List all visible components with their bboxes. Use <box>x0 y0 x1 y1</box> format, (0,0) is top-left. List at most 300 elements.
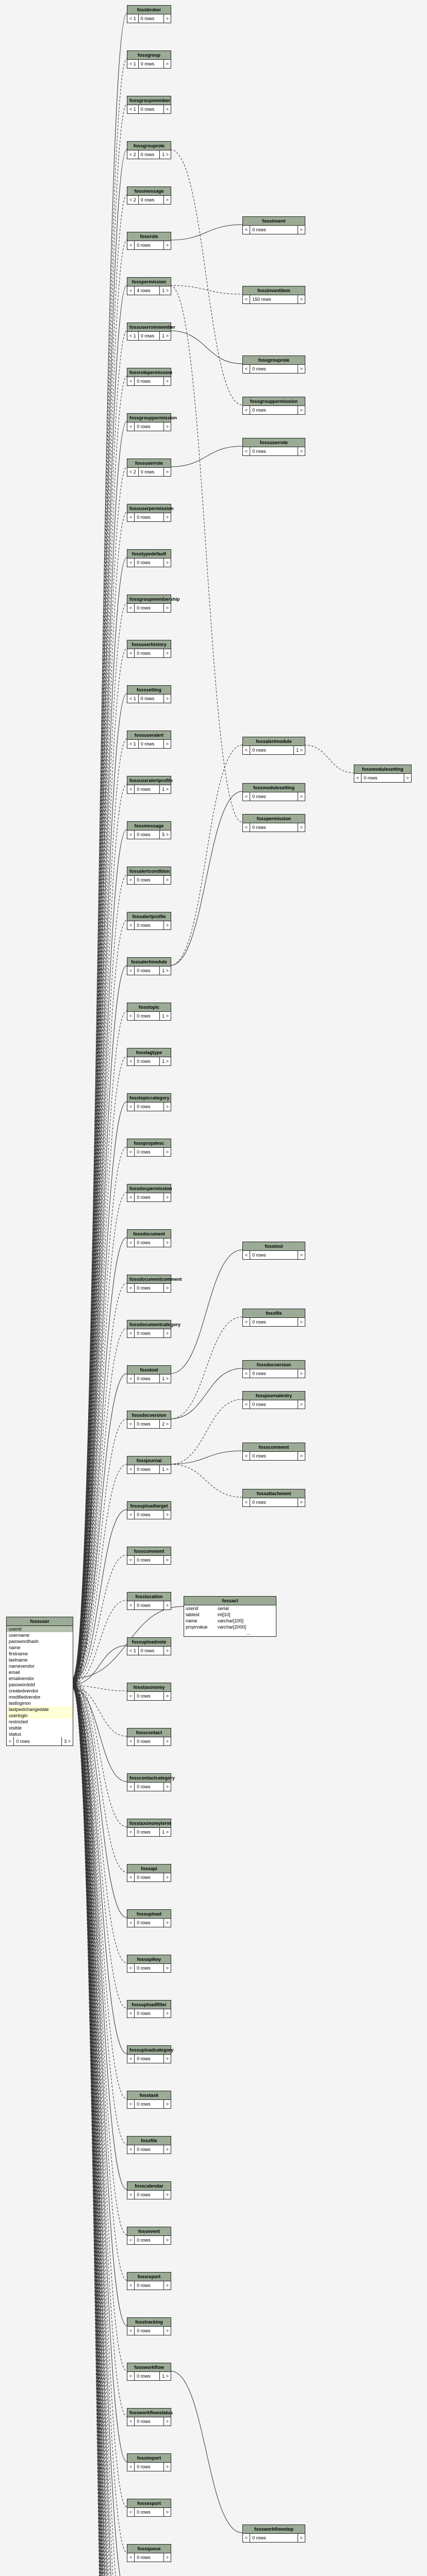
right-entity-10-table[interactable] <box>242 1360 305 1378</box>
detail-cell: name <box>186 1618 198 1623</box>
entity-40-table[interactable] <box>127 1819 171 1837</box>
entity-47-table[interactable] <box>127 2136 171 2154</box>
parent-count: < <box>129 787 133 792</box>
parent-count: < <box>129 2328 133 2333</box>
relationship-line <box>72 240 127 1684</box>
row-count: 0 rows <box>134 1873 163 1882</box>
table-footer <box>127 1465 171 1473</box>
entity-56-table[interactable] <box>127 2544 171 2562</box>
entity-8-table[interactable] <box>127 368 171 386</box>
table-footer <box>127 105 171 113</box>
child-count: > <box>166 2238 169 2243</box>
parent-count: < <box>129 1784 133 1789</box>
row-count: 0 rows <box>250 1369 298 1378</box>
table-footer <box>127 286 171 295</box>
child-count: > <box>166 2555 169 2560</box>
child-count: 1 > <box>162 1059 169 1064</box>
entity-3-table[interactable] <box>127 141 171 159</box>
parent-count: < <box>245 825 248 830</box>
table-footer <box>127 2145 171 2154</box>
table-title: fossuseralert <box>127 731 171 740</box>
row-count: 0 rows <box>134 422 163 431</box>
relationship-line <box>170 1399 242 1464</box>
child-count: > <box>166 741 169 747</box>
table-footer <box>127 785 171 793</box>
row-count: 0 rows <box>134 2553 163 2562</box>
table-title: fossmodulesetting <box>243 784 305 792</box>
entity-32-table[interactable] <box>127 1456 171 1474</box>
table-title: fossworkflow <box>127 2363 171 2372</box>
row-count: 0 rows <box>134 2191 163 2199</box>
relationship-line <box>72 1688 127 2235</box>
parent-count: < <box>129 2374 133 2379</box>
child-count: > <box>166 2056 169 2061</box>
parent-count: < <box>129 923 133 928</box>
row-count: 0 rows <box>134 2281 163 2290</box>
column-row: userid <box>7 1626 73 1632</box>
parent-count: < <box>245 1500 248 1505</box>
relationship-line <box>72 1679 127 2576</box>
child-count: > <box>166 1648 169 1653</box>
parent-count: < <box>245 408 248 413</box>
entity-14-table[interactable] <box>127 640 171 658</box>
right-entity-3-table[interactable] <box>242 397 305 415</box>
right-entity-13-table[interactable] <box>242 1489 305 1507</box>
table-title: fosstopic <box>127 1003 171 1012</box>
parent-count: < 2 <box>129 152 136 157</box>
row-count: 0 rows <box>134 1193 163 1201</box>
child-count: > <box>166 1195 169 1200</box>
row-count: 0 rows <box>138 1647 164 1655</box>
table-footer <box>127 1012 171 1020</box>
row-count: 150 rows <box>250 295 298 303</box>
table-footer <box>127 694 171 703</box>
table-title: fosstagtype <box>127 1048 171 1057</box>
table-title: fossdocversion <box>243 1361 305 1369</box>
table-title: fossalertprofile <box>127 912 171 921</box>
table-title: fossgroup <box>127 51 171 60</box>
child-count: > <box>300 449 303 454</box>
child-count: 1 > <box>162 152 169 157</box>
row-count: 0 rows <box>134 2372 160 2380</box>
child-count: > <box>166 2102 169 2107</box>
far-right-entity-table[interactable] <box>354 765 412 783</box>
table-footer <box>127 2055 171 2063</box>
entity-17-table[interactable] <box>127 776 171 794</box>
table-footer <box>127 2191 171 2199</box>
row-count: 0 rows <box>138 468 164 476</box>
entity-15-table[interactable] <box>127 685 171 703</box>
entity-16-table[interactable] <box>127 731 171 749</box>
right-entity-5-table[interactable] <box>242 737 305 755</box>
table-title: fossalertcondition <box>127 867 171 876</box>
table-title: fossmodulesetting <box>354 765 411 774</box>
table-title: fosstask <box>127 2091 171 2100</box>
parent-count: < 2 <box>129 469 136 474</box>
parent-count: < <box>129 1829 133 1835</box>
column-row: firstname <box>9 1651 28 1656</box>
table-title: fosstracking <box>127 2318 171 2327</box>
parent-count: < <box>129 1557 133 1563</box>
table-footer <box>127 2009 171 2018</box>
table-title: fosstypedefault <box>127 550 171 558</box>
detail-table[interactable] <box>184 1596 276 1637</box>
table-footer <box>127 1103 171 1111</box>
row-count: 0 rows <box>134 1556 163 1564</box>
table-footer <box>243 406 305 414</box>
relationship-line <box>72 1680 127 2326</box>
parent-count: < <box>129 968 133 973</box>
parent-count: < <box>129 424 133 429</box>
right-entity-1-table[interactable] <box>242 286 305 304</box>
entity-51-table[interactable] <box>127 2317 171 2335</box>
parent-count: < <box>129 1467 133 1472</box>
parent-count: < <box>129 2555 133 2560</box>
entity-48-table[interactable] <box>127 2181 171 2199</box>
entity-49-table[interactable] <box>127 2227 171 2245</box>
table-footer <box>127 377 171 385</box>
relationship-line <box>72 1680 127 2576</box>
right-entity-4-table[interactable] <box>242 438 305 456</box>
entity-19-table[interactable] <box>127 867 171 885</box>
table-title: fossuseralertprofile <box>127 776 171 785</box>
table-title: fossuserpermission <box>127 504 171 513</box>
entity-10-table[interactable] <box>127 459 171 477</box>
row-count: 0 rows <box>250 1498 298 1506</box>
child-count: > <box>166 107 169 112</box>
column-row: namevendor <box>9 1664 35 1669</box>
parent-count: < <box>129 877 133 883</box>
child-count: > <box>166 877 169 883</box>
entity-5-table[interactable] <box>127 232 171 250</box>
entity-11-table[interactable] <box>127 504 174 522</box>
parent-count: < <box>129 515 133 520</box>
relationship-line <box>72 557 127 1681</box>
table-title: fossdocument <box>127 1230 171 1239</box>
row-count: 0 rows <box>134 1919 163 1927</box>
table-title: fossqueue <box>127 2545 171 2553</box>
column-row: email <box>9 1670 20 1675</box>
child-count: > <box>300 794 303 799</box>
parent-count: < <box>245 748 248 753</box>
right-entity-2-table[interactable] <box>242 355 305 374</box>
entity-30-table[interactable] <box>127 1365 171 1383</box>
parent-count: < <box>245 366 248 371</box>
table-title: fossexport <box>127 2499 171 2508</box>
main-table-footer <box>7 1737 73 1745</box>
child-count: > <box>300 408 303 413</box>
child-count: > <box>166 515 169 520</box>
row-count: 0 rows <box>134 241 163 249</box>
table-footer <box>243 746 305 754</box>
parent-count: < <box>129 1965 133 1971</box>
table-footer <box>243 1400 305 1409</box>
table-title: fosslocation <box>127 1592 171 1601</box>
table-title: fosstool <box>243 1242 305 1251</box>
table-title: fosspermission <box>127 278 171 286</box>
table-footer <box>243 1452 305 1460</box>
entity-34-table[interactable] <box>127 1547 171 1565</box>
entity-54-table[interactable] <box>127 2453 171 2471</box>
entity-22-table[interactable] <box>127 1003 171 1021</box>
entity-31-table[interactable] <box>127 1411 171 1429</box>
row-count: 0 rows <box>250 2534 298 2542</box>
row-count: 0 rows <box>138 14 164 23</box>
child-count: 3 > <box>64 1739 71 1744</box>
parent-count: < <box>129 832 133 837</box>
entity-38-table[interactable] <box>127 1728 171 1746</box>
entity-41-table[interactable] <box>127 1864 171 1882</box>
entity-50-table[interactable] <box>127 2272 171 2290</box>
table-title: fossuserrolemember <box>127 323 171 332</box>
detail-cell <box>216 1630 245 1636</box>
right-entity-8-table[interactable] <box>242 1242 305 1260</box>
row-count: 0 rows <box>134 558 163 567</box>
relationship-line <box>170 446 242 467</box>
table-footer <box>127 332 171 340</box>
detail-table-title: fossacl <box>184 1597 276 1605</box>
entity-52-table[interactable] <box>127 2363 171 2381</box>
entity-44-table[interactable] <box>127 2000 171 2018</box>
entity-28-table[interactable] <box>127 1275 182 1293</box>
child-count: > <box>166 1331 169 1336</box>
table-footer <box>127 468 171 476</box>
entity-26-table[interactable] <box>127 1184 171 1202</box>
right-entity-7-table[interactable] <box>242 814 305 832</box>
table-footer <box>127 1239 171 1247</box>
parent-count: < <box>129 1376 133 1381</box>
column-row: lastname <box>9 1657 28 1663</box>
parent-count: < <box>129 2464 133 2469</box>
entity-20-table[interactable] <box>127 912 171 930</box>
relationship-line <box>170 285 242 294</box>
row-count: 0 rows <box>138 740 164 748</box>
child-count: 1 > <box>162 1467 169 1472</box>
table-footer <box>243 295 305 303</box>
table-title: fossuserrole <box>127 459 171 468</box>
relationship-line <box>72 13 127 1679</box>
parent-count: < <box>245 1252 248 1258</box>
table-footer <box>127 558 171 567</box>
entity-2-table[interactable] <box>127 96 171 114</box>
child-count: > <box>166 923 169 928</box>
detail-cell <box>245 1618 276 1624</box>
entity-53-table[interactable] <box>127 2408 171 2426</box>
row-count: 0 rows <box>134 2508 163 2516</box>
child-count: 1 > <box>162 968 169 973</box>
parent-count: < 1 <box>129 741 136 747</box>
table-footer <box>127 1783 171 1791</box>
detail-row <box>184 1605 276 1612</box>
table-footer <box>127 1964 171 1972</box>
row-count: 0 rows <box>134 1284 163 1292</box>
relationship-line <box>72 104 127 1681</box>
entity-24-table[interactable] <box>127 1093 171 1111</box>
entity-25-table[interactable] <box>127 1139 171 1157</box>
table-title: fossmessage <box>127 187 171 196</box>
table-footer <box>127 1148 171 1156</box>
entity-4-table[interactable] <box>127 187 171 205</box>
right-entity-6-table[interactable] <box>242 783 305 801</box>
child-count: > <box>166 1285 169 1291</box>
row-count: 0 rows <box>134 1148 163 1156</box>
right-entity-12-table[interactable] <box>242 1443 305 1461</box>
row-count: 0 rows <box>134 1511 163 1519</box>
entity-39-table[interactable] <box>127 1773 175 1791</box>
detail-cell <box>245 1624 276 1630</box>
child-count: 2 > <box>162 1421 169 1427</box>
table-footer <box>243 2534 305 2542</box>
parent-count: < <box>245 1402 248 1407</box>
detail-cell: varchar[100] <box>218 1618 244 1623</box>
table-footer <box>243 365 305 373</box>
child-count: > <box>166 2283 169 2288</box>
row-count: 0 rows <box>138 150 160 159</box>
table-title: fossuserhistory <box>127 640 171 649</box>
detail-cell: proprvalue <box>186 1624 208 1630</box>
parent-count: < <box>129 1739 133 1744</box>
entity-42-table[interactable] <box>127 1909 171 1927</box>
entity-21-table[interactable] <box>127 957 171 975</box>
table-title: fossmessage <box>127 822 171 831</box>
table-title: fossuploadnote <box>127 1638 171 1647</box>
relationship-line <box>72 829 127 1687</box>
column-row: modifiedvendor <box>9 1694 41 1700</box>
table-footer <box>127 1284 171 1292</box>
row-count: 0 rows <box>134 967 160 975</box>
entity-46-table[interactable] <box>127 2091 171 2109</box>
table-title: fossgrouprole <box>243 356 305 365</box>
entity-7-table[interactable] <box>127 323 176 341</box>
right-entity-0-table[interactable] <box>242 216 305 234</box>
table-footer <box>127 649 171 657</box>
right-entity-9-table[interactable] <box>242 1309 305 1327</box>
entity-12-table[interactable] <box>127 549 171 567</box>
table-title: fosstaxonomy <box>127 1683 171 1692</box>
table-footer <box>127 1692 171 1700</box>
child-count: > <box>166 2464 169 2469</box>
right-entity-14-table[interactable] <box>242 2524 305 2543</box>
child-count: > <box>166 379 169 384</box>
parent-count: < <box>245 227 248 232</box>
table-title: fossuploadtarget <box>127 1502 171 1511</box>
row-count: 0 rows <box>134 1465 160 1473</box>
parent-count: < <box>356 775 359 781</box>
child-count: > <box>166 1965 169 1971</box>
detail-cell <box>184 1630 216 1636</box>
child-count: > <box>166 1557 169 1563</box>
row-count: 0 rows <box>134 2327 163 2335</box>
table-footer <box>127 1828 171 1836</box>
row-count: 0 rows <box>138 694 164 703</box>
parent-count: < <box>129 2238 133 2243</box>
row-count: 0 rows <box>134 1012 160 1020</box>
table-footer <box>127 831 171 839</box>
table-footer <box>243 823 305 832</box>
row-count: 0 rows <box>134 1375 160 1383</box>
parent-count: < 1 <box>129 1648 136 1653</box>
table-title: fossfile <box>243 1309 305 1318</box>
entity-43-table[interactable] <box>127 1955 171 1973</box>
table-title: fosscomment <box>127 1547 171 1556</box>
entity-0-table[interactable] <box>127 5 171 23</box>
child-count: > <box>300 227 303 232</box>
table-title: fossgrouprole <box>127 142 171 150</box>
row-count: 0 rows <box>134 1828 160 1836</box>
parent-count: < <box>129 1240 133 1245</box>
row-count: 0 rows <box>134 1329 163 1337</box>
parent-count: < <box>129 651 133 656</box>
entity-18-table[interactable] <box>127 821 171 839</box>
table-title: fossrole <box>127 232 171 241</box>
parent-count: < 1 <box>129 16 136 21</box>
entity-27-table[interactable] <box>127 1229 171 1247</box>
column-row: status <box>9 1732 22 1737</box>
entity-29-table[interactable] <box>127 1320 181 1338</box>
row-count: 0 rows <box>134 1737 163 1745</box>
row-count: 0 rows <box>250 1452 298 1460</box>
entity-6-table[interactable] <box>127 277 171 295</box>
child-count: > <box>166 1875 169 1880</box>
table-title: fossimport <box>127 2454 171 2463</box>
table-footer <box>127 1556 171 1564</box>
parent-count: < <box>129 1693 133 1699</box>
table-footer <box>127 241 171 249</box>
entity-33-table[interactable] <box>127 1501 171 1519</box>
row-count: 0 rows <box>134 921 163 929</box>
relationship-line <box>170 2371 242 2533</box>
main-table-fossuser[interactable] <box>6 1617 73 1746</box>
column-row: restricted <box>9 1719 28 1724</box>
row-count: 0 rows <box>134 649 163 657</box>
table-title: fossuserrole <box>243 438 305 447</box>
entity-37-table[interactable] <box>127 1683 171 1701</box>
relationship-line <box>72 1679 127 2280</box>
relationship-line <box>72 149 127 1682</box>
entity-45-table[interactable] <box>127 2045 174 2063</box>
entity-23-table[interactable] <box>127 1048 171 1066</box>
column-row: lastloginon <box>9 1701 31 1706</box>
table-footer <box>127 422 171 431</box>
parent-count: < <box>129 2102 133 2107</box>
entity-55-table[interactable] <box>127 2499 171 2517</box>
relationship-line <box>72 285 127 1685</box>
table-footer <box>127 604 171 612</box>
table-footer <box>127 967 171 975</box>
relationship-line <box>72 512 127 1680</box>
row-count: 0 rows <box>138 105 164 113</box>
detail-cell: varchar[2000] <box>218 1624 247 1630</box>
entity-9-table[interactable] <box>127 413 177 431</box>
table-title: fossgrouppermission <box>243 397 305 406</box>
row-count: 0 rows <box>250 365 298 373</box>
entity-36-table[interactable] <box>127 1637 171 1655</box>
parent-count: < 1 <box>129 107 136 112</box>
table-footer <box>127 740 171 748</box>
parent-count: < <box>129 1059 133 1064</box>
table-title: fossalertmodule <box>243 737 305 746</box>
relationship-line <box>72 1684 127 2507</box>
parent-count: < <box>129 1104 133 1109</box>
table-footer <box>127 921 171 929</box>
entity-1-table[interactable] <box>127 50 171 69</box>
table-title: fossdocumentcategory <box>127 1320 171 1329</box>
table-footer <box>127 1647 171 1655</box>
entity-35-table[interactable] <box>127 1592 171 1610</box>
relationship-line <box>72 331 127 1686</box>
right-entity-11-table[interactable] <box>242 1391 305 1409</box>
entity-13-table[interactable] <box>127 595 180 613</box>
